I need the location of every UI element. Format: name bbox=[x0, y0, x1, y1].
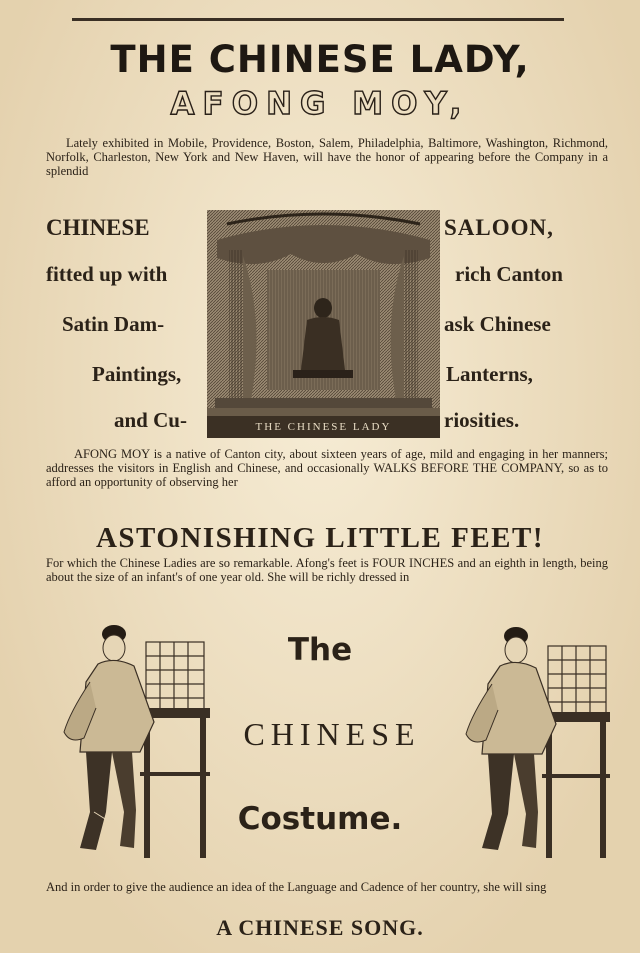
saloon-right-3: ask Chinese bbox=[444, 312, 551, 336]
intro-paragraph: Lately exhibited in Mobile, Providence, Boston, Salem, Philadelphia, Baltimore, Washington, Richmond, Norfolk, Charleston, New York and New Haven, will have the honor of appearing before the Company in a splendid bbox=[46, 136, 608, 179]
top-rule bbox=[72, 18, 564, 21]
saloon-left-3: Satin Dam- bbox=[62, 312, 165, 336]
costume-line-chinese: CHINESE bbox=[243, 716, 421, 752]
saloon-left-2: fitted up with bbox=[46, 262, 168, 286]
saloon-right-5: riosities. bbox=[444, 408, 520, 432]
feet-paragraph: For which the Chinese Ladies are so remarkable. Afong's feet is FOUR INCHES and an eighth in length, being about the size of an infant's of one year old. She will be richly dressed in bbox=[46, 556, 608, 585]
saloon-right-1: SALOON, bbox=[444, 215, 554, 240]
feet-heading: ASTONISHING LITTLE FEET! bbox=[95, 522, 545, 554]
saloon-left-5: and Cu- bbox=[114, 408, 187, 432]
saloon-engraving bbox=[207, 210, 440, 438]
closing-paragraph: And in order to give the audience an idea of the Language and Cadence of her country, she will sing bbox=[46, 880, 547, 894]
saloon-right-4: Lanterns, bbox=[446, 362, 533, 386]
engraving-caption: THE CHINESE LADY bbox=[255, 421, 392, 433]
description-paragraph: AFONG MOY is a native of Canton city, about sixteen years of age, mild and engaging in her manners; addresses the visitors in English and Chinese, and occasionally WALKS BEFORE THE COMPANY, so as to afford an opportunity of observing her bbox=[46, 447, 608, 490]
saloon-right-2: rich Canton bbox=[455, 262, 563, 286]
costume-line-the: The bbox=[287, 632, 353, 668]
song-heading: A CHINESE SONG. bbox=[216, 915, 424, 940]
saloon-left-1: CHINESE bbox=[46, 215, 150, 240]
saloon-left-4: Paintings, bbox=[92, 362, 182, 386]
saloon-engraving-art bbox=[207, 210, 440, 438]
poster-title: THE CHINESE LADY, bbox=[110, 38, 530, 81]
costume-line-costume: Costume. bbox=[237, 801, 403, 837]
performer-name: AFONG MOY, bbox=[170, 86, 470, 122]
